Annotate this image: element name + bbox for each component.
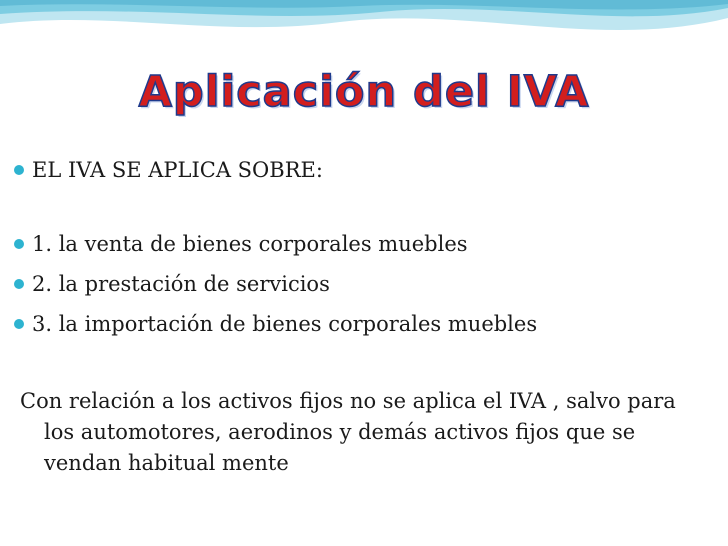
body-paragraph: Con relación a los activos fijos no se aplica el IVA , salvo para los automotores, aerodinos y demás activos fijos que se vendan habitual mente bbox=[20, 389, 676, 475]
bullet-text: 3. la importación de bienes corporales muebles bbox=[32, 312, 538, 336]
bullet-dot-icon bbox=[14, 279, 24, 289]
bullet-text: 1. la venta de bienes corporales muebles bbox=[32, 232, 468, 256]
bullet-item bbox=[14, 272, 330, 296]
bullet-item bbox=[14, 158, 323, 182]
bullet-item bbox=[14, 232, 468, 256]
slide-title: Aplicación del IVA bbox=[138, 67, 590, 117]
bullet-text: 2. la prestación de servicios bbox=[32, 272, 330, 296]
bullet-item bbox=[14, 312, 537, 336]
bullet-dot-icon bbox=[14, 319, 24, 329]
bullet-text: EL IVA SE APLICA SOBRE: bbox=[32, 158, 323, 182]
bullet-dot-icon bbox=[14, 165, 24, 175]
header-wave-decoration bbox=[0, 0, 728, 60]
bullet-dot-icon bbox=[14, 239, 24, 249]
